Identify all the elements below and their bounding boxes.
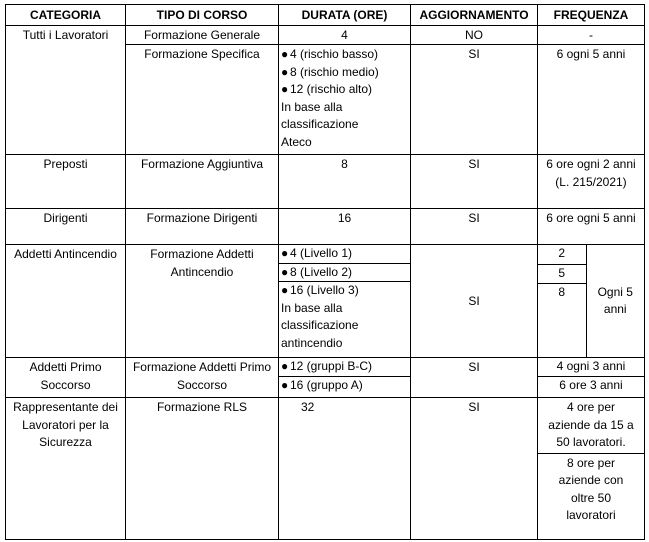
freq-item: 4 ogni 3 anni bbox=[538, 358, 644, 376]
cell-aggiornamento: NO bbox=[411, 25, 538, 45]
table-row bbox=[6, 358, 645, 398]
cell-tipo: Formazione Addetti Primo Soccorso bbox=[126, 358, 279, 398]
table-row bbox=[6, 155, 645, 209]
cell-durata: 32 bbox=[279, 398, 411, 540]
cell-categoria: Rappresentante dei Lavoratori per la Sicurezza bbox=[6, 398, 126, 540]
cell-aggiornamento: SI bbox=[411, 155, 538, 209]
cell-tipo: Formazione RLS bbox=[126, 398, 279, 540]
header-row bbox=[6, 5, 645, 26]
list-item: ● 16 (Livello 3) In base alla classificazione antincendio bbox=[279, 282, 410, 353]
freq-value: 5 bbox=[538, 264, 586, 283]
cell-frequenza bbox=[538, 245, 645, 358]
freq-item: 8 ore per aziende con oltre 50 lavoratori bbox=[558, 455, 624, 522]
table-row bbox=[6, 209, 645, 245]
cell-aggiornamento: SI bbox=[411, 358, 538, 398]
freq-value: 8 bbox=[538, 283, 586, 357]
cell-aggiornamento: SI bbox=[411, 45, 538, 155]
list-item: ● 16 (gruppo A) bbox=[279, 376, 410, 394]
cell-frequenza: 6 ore ogni 2 anni (L. 215/2021) bbox=[538, 155, 645, 209]
list-item: ● 8 (Livello 2) bbox=[279, 263, 410, 282]
header-aggiornamento: AGGIORNAMENTO bbox=[411, 5, 538, 26]
cell-frequenza: 6 ogni 5 anni bbox=[538, 45, 645, 155]
durata-note: In base alla classificazione Ateco bbox=[281, 99, 359, 149]
bullet-icon: ● bbox=[281, 47, 289, 61]
cell-categoria: Addetti Antincendio bbox=[6, 245, 126, 358]
training-table bbox=[5, 4, 645, 540]
cell-aggiornamento: SI bbox=[411, 209, 538, 245]
cell-durata-list bbox=[279, 45, 411, 155]
header-frequenza: FREQUENZA bbox=[538, 5, 645, 26]
cell-categoria: Addetti Primo Soccorso bbox=[6, 358, 126, 398]
freq-note: Ogni 5 anni bbox=[597, 284, 633, 316]
cell-tipo: Formazione Aggiuntiva bbox=[126, 155, 279, 209]
cell-tipo: Formazione Generale bbox=[126, 25, 279, 45]
bullet-icon: ● bbox=[281, 283, 289, 297]
bullet-icon: ● bbox=[281, 82, 289, 96]
cell-durata-list bbox=[279, 358, 411, 398]
header-tipo: TIPO DI CORSO bbox=[126, 5, 279, 26]
cell-frequenza bbox=[538, 358, 645, 398]
cell-aggiornamento: SI bbox=[411, 398, 538, 540]
bullet-icon: ● bbox=[281, 264, 289, 279]
durata-note: In base alla classificazione antincendio bbox=[281, 300, 359, 350]
cell-frequenza: - bbox=[538, 25, 645, 45]
list-item: ● 12 (gruppi B-C) bbox=[279, 358, 410, 376]
table-row bbox=[6, 245, 645, 358]
bullet-icon: ● bbox=[281, 64, 289, 79]
freq-value: 2 bbox=[538, 245, 586, 264]
cell-durata: 16 bbox=[279, 209, 411, 245]
header-durata: DURATA (ORE) bbox=[279, 5, 411, 26]
cell-tipo: Formazione Addetti Antincendio bbox=[126, 245, 279, 358]
bullet-icon: ● bbox=[281, 377, 289, 392]
cell-categoria: Tutti i Lavoratori bbox=[6, 25, 126, 155]
cell-aggiornamento: SI bbox=[411, 245, 538, 358]
cell-tipo: Formazione Specifica bbox=[126, 45, 279, 155]
header-categoria: CATEGORIA bbox=[6, 5, 126, 26]
cell-frequenza bbox=[538, 398, 645, 540]
cell-durata: 8 bbox=[279, 155, 411, 209]
cell-durata: 4 bbox=[279, 25, 411, 45]
list-item: ● 12 (rischio alto) bbox=[281, 81, 406, 99]
cell-frequenza: 6 ore ogni 5 anni bbox=[538, 209, 645, 245]
list-item: ● 4 (rischio basso) bbox=[281, 46, 406, 64]
list-item: ● 8 (rischio medio) bbox=[281, 64, 406, 82]
freq-item: 4 ore per aziende da 15 a 50 lavoratori. bbox=[538, 398, 644, 453]
list-item: ● 4 (Livello 1) bbox=[279, 245, 410, 263]
bullet-icon: ● bbox=[281, 246, 289, 260]
bullet-icon: ● bbox=[281, 359, 289, 373]
cell-categoria: Dirigenti bbox=[6, 209, 126, 245]
table-row bbox=[6, 398, 645, 540]
table-row bbox=[6, 25, 645, 45]
cell-categoria: Preposti bbox=[6, 155, 126, 209]
freq-item: 6 ore 3 anni bbox=[559, 377, 623, 392]
cell-durata-list bbox=[279, 245, 411, 358]
cell-tipo: Formazione Dirigenti bbox=[126, 209, 279, 245]
